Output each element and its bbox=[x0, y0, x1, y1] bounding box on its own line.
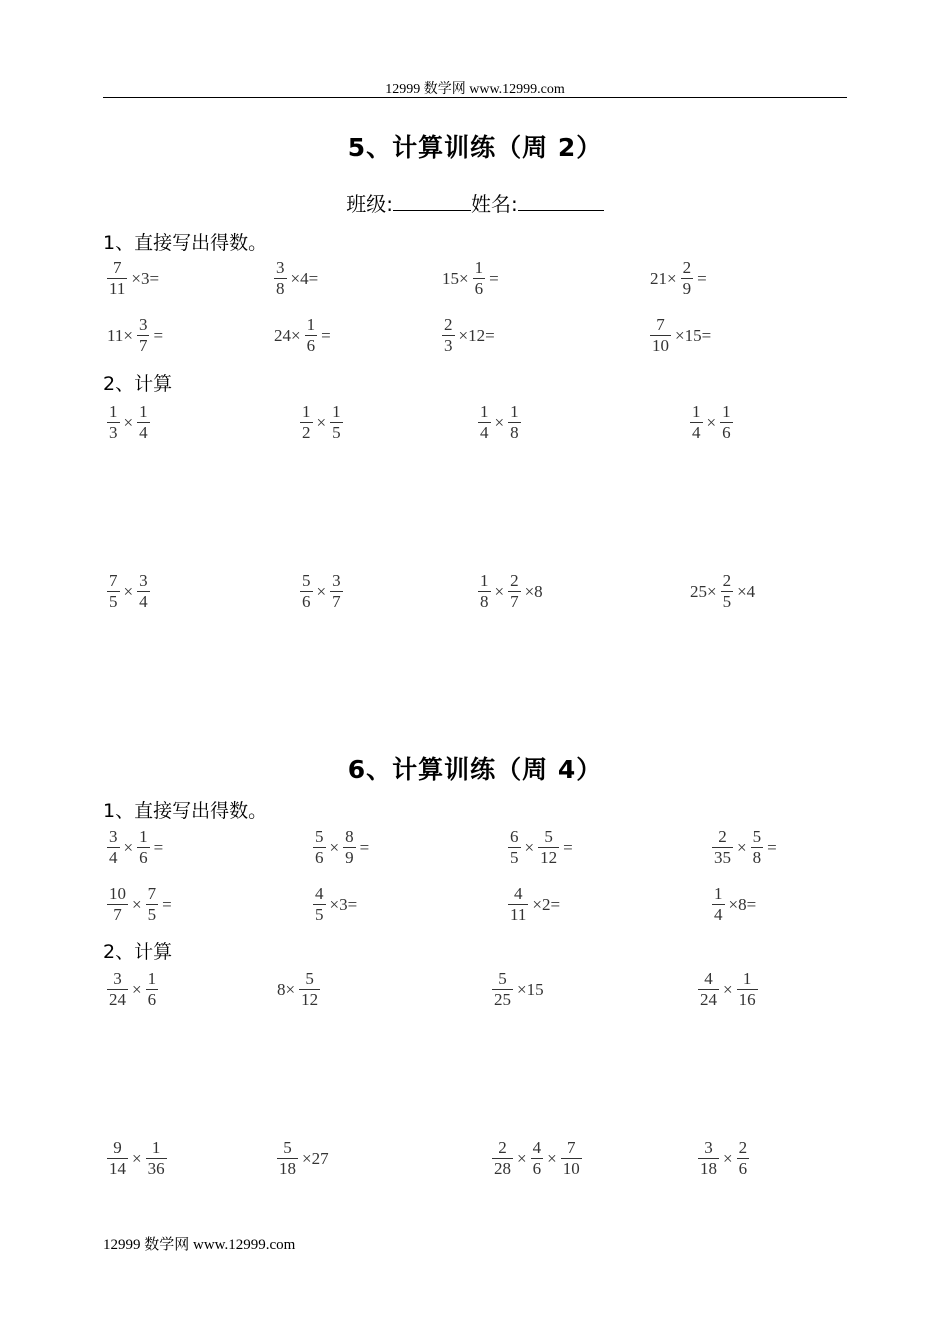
operator-text: ×8= bbox=[728, 894, 757, 914]
fraction bbox=[650, 316, 671, 355]
denominator: 5 bbox=[109, 592, 118, 611]
denominator: 8 bbox=[480, 592, 489, 611]
numerator: 3 bbox=[138, 315, 148, 334]
numerator: 5 bbox=[305, 969, 314, 988]
s6p1-expression-3 bbox=[506, 828, 575, 867]
operator-text: ×4 bbox=[737, 581, 756, 601]
fraction bbox=[107, 572, 120, 611]
class-name-line bbox=[0, 188, 950, 217]
fraction bbox=[107, 403, 120, 442]
numerator: 2 bbox=[738, 1138, 748, 1157]
denominator: 6 bbox=[306, 336, 316, 355]
operator-text: × bbox=[723, 1148, 733, 1168]
fraction bbox=[146, 970, 159, 1009]
fraction bbox=[107, 885, 128, 924]
denominator: 10 bbox=[652, 336, 669, 355]
s5p1-expression-1 bbox=[105, 259, 161, 298]
operator-text: × bbox=[547, 1148, 557, 1168]
denominator: 6 bbox=[474, 279, 484, 298]
s5p2-expression-2 bbox=[298, 403, 345, 442]
s6p1-expression-4 bbox=[710, 828, 779, 867]
numerator: 1 bbox=[480, 571, 489, 590]
operator-text: × bbox=[737, 837, 747, 857]
s6-part2-label: 2、计算 bbox=[103, 941, 173, 963]
fraction bbox=[712, 828, 733, 867]
operator-text: ×3= bbox=[131, 268, 160, 288]
numerator: 5 bbox=[544, 827, 553, 846]
operator-text: ×4= bbox=[290, 268, 319, 288]
denominator: 5 bbox=[722, 592, 732, 611]
operator-text: 8× bbox=[277, 979, 296, 999]
numerator: 3 bbox=[139, 571, 148, 590]
numerator: 2 bbox=[444, 315, 453, 334]
operator-text: × bbox=[132, 1148, 142, 1168]
s6p1-expression-8 bbox=[710, 885, 758, 924]
name-blank[interactable] bbox=[518, 192, 604, 211]
numerator: 1 bbox=[474, 258, 484, 277]
numerator: 1 bbox=[302, 402, 311, 421]
fraction bbox=[721, 572, 734, 611]
fraction bbox=[473, 259, 486, 298]
fraction bbox=[751, 828, 764, 867]
numerator: 3 bbox=[276, 258, 285, 277]
fraction bbox=[300, 403, 313, 442]
fraction bbox=[137, 403, 150, 442]
numerator: 5 bbox=[752, 827, 762, 846]
numerator: 7 bbox=[109, 571, 118, 590]
operator-text: ×15 bbox=[517, 979, 544, 999]
s6p1-expression-5 bbox=[105, 885, 174, 924]
numerator: 5 bbox=[283, 1138, 292, 1157]
fraction bbox=[107, 828, 120, 867]
operator-text: = bbox=[767, 837, 777, 857]
s5p2-expression-1 bbox=[105, 403, 152, 442]
denominator: 16 bbox=[738, 990, 756, 1009]
denominator: 4 bbox=[480, 423, 489, 442]
numerator: 5 bbox=[302, 571, 311, 590]
denominator: 18 bbox=[700, 1159, 717, 1178]
numerator: 2 bbox=[510, 571, 519, 590]
operator-text: ×15= bbox=[675, 325, 712, 345]
numerator: 3 bbox=[332, 571, 341, 590]
denominator: 25 bbox=[494, 990, 511, 1009]
numerator: 1 bbox=[109, 402, 118, 421]
fraction bbox=[137, 572, 150, 611]
s5p2-expression-6 bbox=[298, 572, 345, 611]
fraction bbox=[737, 970, 758, 1009]
fraction bbox=[107, 1139, 128, 1178]
fraction bbox=[274, 259, 287, 298]
denominator: 5 bbox=[147, 905, 157, 924]
s6p1-expression-1 bbox=[105, 828, 165, 867]
denominator: 3 bbox=[109, 423, 118, 442]
numerator: 8 bbox=[345, 827, 354, 846]
operator-text: × bbox=[316, 412, 327, 432]
operator-text: × bbox=[132, 979, 142, 999]
denominator: 4 bbox=[714, 905, 723, 924]
numerator: 1 bbox=[139, 402, 148, 421]
operator-text: × bbox=[329, 837, 340, 857]
section6-title: 6、计算训练（周 4） bbox=[347, 755, 603, 784]
page-footer: 12999 数学网 www.12999.com bbox=[103, 1237, 296, 1253]
operator-text: 15× bbox=[442, 268, 469, 288]
operator-text: = bbox=[489, 268, 499, 288]
s6p1-expression-2 bbox=[311, 828, 371, 867]
fraction bbox=[146, 885, 159, 924]
fraction bbox=[681, 259, 694, 298]
fraction bbox=[531, 1139, 544, 1178]
denominator: 9 bbox=[682, 279, 692, 298]
denominator: 7 bbox=[510, 592, 519, 611]
s6-part1-label: 1、直接写出得数。 bbox=[103, 800, 268, 822]
class-blank[interactable] bbox=[393, 192, 471, 211]
fraction bbox=[508, 828, 521, 867]
s6p2-expression-7 bbox=[490, 1139, 584, 1178]
s5p2-expression-4 bbox=[688, 403, 735, 442]
denominator: 7 bbox=[332, 592, 341, 611]
s6p2-expression-3 bbox=[490, 970, 546, 1009]
s6p2-expression-6 bbox=[275, 1139, 331, 1178]
denominator: 6 bbox=[315, 848, 324, 867]
operator-text: ×2= bbox=[532, 894, 561, 914]
denominator: 36 bbox=[147, 1159, 165, 1178]
denominator: 3 bbox=[444, 336, 453, 355]
fraction bbox=[107, 970, 128, 1009]
denominator: 14 bbox=[109, 1159, 126, 1178]
operator-text: 21× bbox=[650, 268, 677, 288]
denominator: 4 bbox=[692, 423, 701, 442]
fraction bbox=[146, 1139, 167, 1178]
section5-title: 5、计算训练（周 2） bbox=[347, 133, 603, 162]
operator-text: × bbox=[123, 581, 134, 601]
denominator: 4 bbox=[109, 848, 118, 867]
fraction bbox=[698, 970, 719, 1009]
denominator: 2 bbox=[302, 423, 311, 442]
operator-text: × bbox=[316, 581, 327, 601]
s5p2-expression-3 bbox=[476, 403, 523, 442]
s5p1-expression-5 bbox=[105, 316, 165, 355]
fraction bbox=[330, 403, 343, 442]
denominator: 5 bbox=[332, 423, 341, 442]
numerator: 4 bbox=[532, 1138, 542, 1157]
denominator: 12 bbox=[540, 848, 558, 867]
s5p1-expression-4 bbox=[648, 259, 709, 298]
operator-text: × bbox=[517, 1148, 527, 1168]
fraction bbox=[442, 316, 455, 355]
denominator: 8 bbox=[752, 848, 762, 867]
fraction bbox=[300, 572, 313, 611]
denominator: 6 bbox=[302, 592, 311, 611]
class-label: 班级: bbox=[346, 192, 393, 216]
s5p1-expression-2 bbox=[272, 259, 320, 298]
operator-text: = bbox=[153, 837, 164, 857]
numerator: 1 bbox=[692, 402, 701, 421]
numerator: 1 bbox=[722, 402, 731, 421]
s6p2-expression-4 bbox=[696, 970, 760, 1009]
operator-text: = bbox=[153, 325, 164, 345]
s5p1-expression-7 bbox=[440, 316, 497, 355]
denominator: 35 bbox=[714, 848, 731, 867]
numerator: 6 bbox=[510, 827, 519, 846]
numerator: 2 bbox=[682, 258, 692, 277]
denominator: 6 bbox=[738, 1159, 748, 1178]
operator-text: × bbox=[524, 837, 535, 857]
operator-text: = bbox=[162, 894, 172, 914]
numerator: 1 bbox=[742, 969, 752, 988]
fraction bbox=[690, 403, 703, 442]
s6p2-expression-8 bbox=[696, 1139, 751, 1178]
numerator: 1 bbox=[151, 1138, 161, 1157]
fraction bbox=[720, 403, 733, 442]
fraction bbox=[492, 1139, 513, 1178]
operator-text: × bbox=[123, 412, 134, 432]
s5p1-expression-6 bbox=[272, 316, 333, 355]
numerator: 1 bbox=[306, 315, 316, 334]
denominator: 8 bbox=[510, 423, 519, 442]
numerator: 5 bbox=[498, 969, 507, 988]
fraction bbox=[478, 572, 491, 611]
denominator: 24 bbox=[109, 990, 126, 1009]
fraction bbox=[508, 885, 528, 924]
s6p2-expression-1 bbox=[105, 970, 160, 1009]
operator-text: = bbox=[697, 268, 707, 288]
numerator: 4 bbox=[704, 969, 713, 988]
operator-text: ×12= bbox=[458, 325, 495, 345]
denominator: 6 bbox=[722, 423, 731, 442]
denominator: 11 bbox=[109, 279, 126, 298]
numerator: 2 bbox=[498, 1138, 507, 1157]
fraction bbox=[137, 828, 150, 867]
s5p2-expression-8 bbox=[688, 572, 757, 611]
denominator: 6 bbox=[139, 848, 148, 867]
numerator: 1 bbox=[147, 969, 157, 988]
denominator: 6 bbox=[147, 990, 157, 1009]
denominator: 7 bbox=[138, 336, 148, 355]
numerator: 3 bbox=[113, 969, 122, 988]
header-divider bbox=[103, 97, 847, 98]
fraction bbox=[561, 1139, 582, 1178]
denominator: 5 bbox=[510, 848, 519, 867]
operator-text: = bbox=[563, 837, 573, 857]
fraction bbox=[712, 885, 725, 924]
fraction bbox=[107, 259, 127, 298]
fraction bbox=[343, 828, 356, 867]
fraction bbox=[698, 1139, 719, 1178]
s5-part1-label: 1、直接写出得数。 bbox=[103, 232, 268, 254]
numerator: 4 bbox=[315, 884, 324, 903]
numerator: 7 bbox=[566, 1138, 576, 1157]
denominator: 18 bbox=[279, 1159, 296, 1178]
fraction bbox=[478, 403, 491, 442]
denominator: 11 bbox=[510, 905, 527, 924]
fraction bbox=[538, 828, 559, 867]
denominator: 12 bbox=[301, 990, 319, 1009]
fraction bbox=[305, 316, 318, 355]
denominator: 28 bbox=[494, 1159, 511, 1178]
numerator: 1 bbox=[480, 402, 489, 421]
denominator: 9 bbox=[345, 848, 354, 867]
operator-text: ×8 bbox=[524, 581, 543, 601]
operator-text: = bbox=[321, 325, 331, 345]
operator-text: × bbox=[494, 412, 505, 432]
operator-text: 25× bbox=[690, 581, 717, 601]
s5-part2-label: 2、计算 bbox=[103, 373, 173, 395]
numerator: 10 bbox=[109, 884, 126, 903]
operator-text: ×3= bbox=[329, 894, 358, 914]
fraction bbox=[137, 316, 150, 355]
numerator: 1 bbox=[510, 402, 519, 421]
numerator: 4 bbox=[513, 884, 523, 903]
s6p2-expression-2 bbox=[275, 970, 322, 1009]
numerator: 1 bbox=[332, 402, 341, 421]
operator-text: 24× bbox=[274, 325, 301, 345]
numerator: 7 bbox=[147, 884, 157, 903]
numerator: 7 bbox=[656, 315, 665, 334]
s5p2-expression-5 bbox=[105, 572, 152, 611]
s6p2-expression-5 bbox=[105, 1139, 169, 1178]
denominator: 4 bbox=[139, 592, 148, 611]
fraction bbox=[508, 572, 521, 611]
fraction bbox=[492, 970, 513, 1009]
numerator: 1 bbox=[714, 884, 723, 903]
fraction bbox=[313, 828, 326, 867]
numerator: 3 bbox=[704, 1138, 713, 1157]
s5p1-expression-8 bbox=[648, 316, 713, 355]
numerator: 5 bbox=[315, 827, 324, 846]
operator-text: × bbox=[706, 412, 717, 432]
numerator: 3 bbox=[109, 827, 118, 846]
s5p1-expression-3 bbox=[440, 259, 501, 298]
page-header: 12999 数学网 www.12999.com bbox=[385, 82, 565, 97]
s5p2-expression-7 bbox=[476, 572, 545, 611]
operator-text: × bbox=[723, 979, 733, 999]
numerator: 1 bbox=[139, 827, 148, 846]
fraction bbox=[330, 572, 343, 611]
operator-text: 11× bbox=[107, 325, 133, 345]
numerator: 2 bbox=[722, 571, 732, 590]
operator-text: × bbox=[123, 837, 134, 857]
s6p1-expression-7 bbox=[506, 885, 562, 924]
operator-text: × bbox=[132, 894, 142, 914]
denominator: 10 bbox=[562, 1159, 580, 1178]
denominator: 6 bbox=[532, 1159, 542, 1178]
numerator: 7 bbox=[112, 258, 122, 277]
name-label: 姓名: bbox=[471, 192, 518, 216]
numerator: 9 bbox=[113, 1138, 122, 1157]
denominator: 24 bbox=[700, 990, 717, 1009]
fraction bbox=[299, 970, 320, 1009]
operator-text: × bbox=[494, 581, 505, 601]
fraction bbox=[277, 1139, 298, 1178]
fraction bbox=[737, 1139, 750, 1178]
denominator: 5 bbox=[315, 905, 324, 924]
operator-text: = bbox=[359, 837, 370, 857]
fraction bbox=[508, 403, 521, 442]
s6p1-expression-6 bbox=[311, 885, 359, 924]
numerator: 2 bbox=[718, 827, 727, 846]
fraction bbox=[313, 885, 326, 924]
denominator: 7 bbox=[113, 905, 122, 924]
operator-text: ×27 bbox=[302, 1148, 329, 1168]
denominator: 8 bbox=[276, 279, 285, 298]
denominator: 4 bbox=[139, 423, 148, 442]
